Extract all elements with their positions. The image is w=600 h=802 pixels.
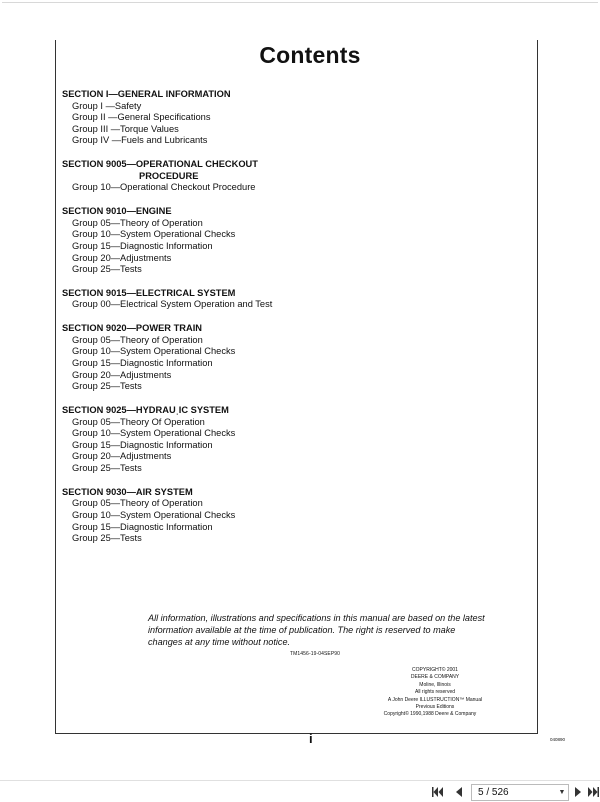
group-entry: Group 20—Adjustments: [72, 451, 172, 462]
group-entry: Group 25—Tests: [72, 462, 142, 473]
prev-page-icon: [455, 787, 463, 797]
group-entry: Group 20—Adjustments: [72, 252, 172, 263]
viewer-toolbar: [0, 780, 600, 802]
prev-page-button[interactable]: [452, 785, 466, 799]
publication-notice: All information, illustrations and specifications in this manual are based on the latest information available at the time of publication. The right is reserved to make changes at any time without notice.: [148, 613, 485, 647]
page-right-rule: [537, 40, 538, 734]
next-page-button[interactable]: [572, 785, 584, 799]
first-page-icon: [432, 787, 444, 797]
page-left-rule: [55, 40, 56, 734]
copyright-line: DEERE & COMPANY: [410, 674, 460, 681]
section-heading: [62, 206, 522, 218]
section-heading: [62, 89, 522, 101]
group-entry: Group 10—System Operational Checks: [72, 346, 236, 357]
group-entry: Group 25—Tests: [72, 264, 142, 275]
group-entry: Group 15—Diagnostic Information: [72, 358, 213, 369]
section-heading-text: SECTION 9015—ELECTRICAL SYSTEM: [62, 287, 236, 298]
group-entry: Group 25—Tests: [72, 533, 142, 544]
toc-section: [62, 89, 522, 147]
section-heading: [62, 405, 522, 417]
last-page-icon: [587, 787, 599, 797]
group-entry: Group 10—System Operational Checks: [72, 229, 236, 240]
group-entry: Group II —General Specifications: [72, 112, 211, 123]
last-page-button[interactable]: [586, 785, 600, 799]
group-entry: Group 05—Theory of Operation: [72, 217, 203, 228]
toc-section: [62, 405, 522, 475]
toc-section: [62, 159, 522, 194]
dropdown-caret-icon: ▼: [558, 789, 566, 796]
toc-section: [62, 288, 522, 311]
section-heading: [62, 487, 522, 499]
toc-section: [62, 206, 522, 276]
group-entry: Group 10—System Operational Checks: [72, 428, 236, 439]
first-page-button[interactable]: [430, 785, 446, 799]
copyright-line: All rights reserved: [414, 689, 455, 696]
section-heading-continuation: PROCEDURE: [139, 170, 199, 181]
group-entry: Group 25—Tests: [72, 381, 142, 392]
toc-section: [62, 323, 522, 393]
group-entry: Group 05—Theory of Operation: [72, 334, 203, 345]
copyright-line: Moline, Illinois: [419, 681, 451, 688]
section-heading-text: SECTION I—GENERAL INFORMATION: [62, 89, 231, 99]
group-entry: Group 15—Diagnostic Information: [72, 521, 213, 532]
group-entry: Group 15—Diagnostic Information: [72, 240, 213, 251]
group-entry: Group 10—System Operational Checks: [72, 509, 236, 520]
page-title: [0, 42, 600, 69]
tm-number: TM1456-19-04SEP90: [290, 651, 341, 657]
section-heading: [62, 159, 522, 182]
section-heading-text: SECTION 9005—OPERATIONAL CHECKOUT: [62, 159, 258, 170]
group-entry: Group III —Torque Values: [72, 123, 179, 134]
group-entry: Group 05—Theory Of Operation: [72, 416, 205, 427]
copyright-line: Copyright© 1990,1988 Deere & Company: [383, 711, 477, 718]
group-entry: Group 15—Diagnostic Information: [72, 439, 213, 450]
page-selector[interactable]: [471, 784, 569, 801]
group-entry: Group 20—Adjustments: [72, 369, 172, 380]
section-heading: [62, 288, 522, 300]
table-of-contents: [62, 89, 522, 557]
page-bottom-rule: [55, 733, 538, 734]
group-entry: Group 00—Electrical System Operation and Test: [72, 299, 273, 310]
copyright-line: A John Deere ILLUSTRUCTION™ Manual: [387, 696, 483, 703]
copyright-line: COPYRIGHT© 2001: [412, 667, 458, 673]
section-heading-text: SECTION 9020—POWER TRAIN: [62, 323, 202, 334]
section-heading-text: SECTION 9025—HYDRAUˌIC SYSTEM: [62, 405, 229, 415]
page-indicator: 5 / 526: [478, 787, 509, 798]
group-entry: Group I —Safety: [72, 100, 142, 111]
page-title-text: Contents: [259, 42, 361, 68]
section-heading-text: SECTION 9010—ENGINE: [62, 206, 172, 217]
copyright-line: Previous Editions: [415, 704, 455, 711]
section-heading: [62, 323, 522, 335]
page-number: i: [309, 731, 313, 746]
corner-code: 040890: [550, 737, 566, 742]
copyright-block: [380, 667, 490, 719]
section-heading-text: SECTION 9030—AIR SYSTEM: [62, 486, 193, 497]
group-entry: Group 10—Operational Checkout Procedure: [72, 182, 256, 193]
next-page-icon: [574, 787, 582, 797]
toc-section: [62, 487, 522, 545]
group-entry: Group IV —Fuels and Lubricants: [72, 135, 208, 146]
group-entry: Group 05—Theory of Operation: [72, 498, 203, 509]
